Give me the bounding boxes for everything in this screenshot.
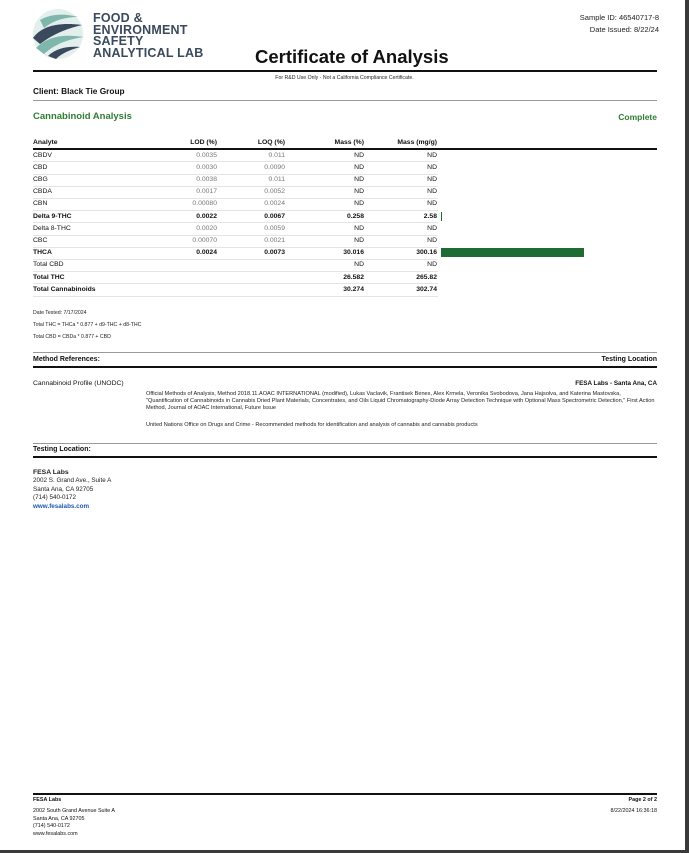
- testing-header-divider: [33, 456, 657, 458]
- cell-loq: 0.0052: [264, 188, 285, 196]
- cell-loq: 0.0090: [264, 163, 285, 171]
- footer-lab-name: FESA Labs: [33, 797, 62, 803]
- logo-line: FOOD &: [93, 11, 143, 25]
- col-header-mass-mg: Mass (mg/g): [397, 139, 437, 146]
- cell-analyte: Total THC: [33, 273, 65, 281]
- cell-analyte: THCA: [33, 249, 52, 257]
- date-tested: Date Tested: 7/17/2024: [33, 310, 87, 316]
- row-divider: [33, 198, 438, 199]
- status-badge: Complete: [618, 112, 657, 122]
- row-divider: [33, 283, 438, 284]
- cell-mass-pct: ND: [354, 200, 364, 208]
- mass-bar: [441, 248, 584, 257]
- row-divider: [33, 161, 438, 162]
- mass-bar: [441, 212, 442, 221]
- cell-analyte: Total Cannabinoids: [33, 285, 96, 293]
- logo-line: ANALYTICAL LAB: [93, 45, 204, 60]
- sample-id: Sample ID: 46540717-8: [579, 13, 659, 22]
- col-header-lod: LOD (%): [190, 139, 217, 146]
- testing-location-block: [33, 469, 111, 511]
- cell-mass-mg: ND: [427, 188, 437, 196]
- page-number: Page 2 of 2: [628, 797, 657, 803]
- viewer-edge-right: [685, 0, 689, 853]
- cell-analyte: CBN: [33, 200, 48, 208]
- row-divider: [33, 296, 438, 297]
- cell-lod: 0.00070: [192, 236, 217, 244]
- footer-address-line-1: 2002 South Grand Avenue Suite A: [33, 808, 116, 815]
- row-divider: [33, 186, 438, 187]
- method-references-header: Method References:: [33, 356, 100, 363]
- methods-top-divider: [33, 352, 657, 353]
- method-profile: Cannabinoid Profile (UNODC): [33, 380, 124, 387]
- row-divider: [33, 235, 438, 236]
- row-divider: [33, 222, 438, 223]
- total-thc-formula: Total THC = THCa * 0.877 + d9-THC + d8-THC: [33, 322, 142, 328]
- cell-lod: 0.0022: [196, 212, 217, 220]
- row-divider: [33, 271, 438, 272]
- cell-analyte: CBDA: [33, 188, 52, 196]
- cell-loq: 0.011: [268, 151, 285, 159]
- footer-timestamp: 8/22/2024 16:36:18: [610, 808, 657, 815]
- footer-phone: (714) 540-0172: [33, 823, 70, 830]
- footer-address-line-2: Santa Ana, CA 92705: [33, 815, 85, 822]
- lab-website-link[interactable]: www.fesalabs.com: [33, 502, 90, 510]
- lab-address-line-1: 2002 S. Grand Ave., Suite A: [33, 477, 112, 485]
- row-divider: [33, 210, 438, 211]
- row-divider: [33, 247, 438, 248]
- cell-mass-pct: ND: [354, 224, 364, 232]
- cell-analyte: Delta 9-THC: [33, 212, 72, 220]
- fesa-logo-icon: [30, 8, 90, 60]
- method-location: FESA Labs - Santa Ana, CA: [575, 380, 657, 387]
- cell-mass-mg: 300.16: [416, 249, 437, 257]
- cell-analyte: CBC: [33, 236, 48, 244]
- lab-name: FESA Labs: [33, 469, 69, 476]
- cell-mass-pct: ND: [354, 188, 364, 196]
- cell-analyte: Delta 8-THC: [33, 224, 71, 232]
- footer-address-block: [33, 797, 115, 838]
- cell-lod: 0.00080: [192, 200, 217, 208]
- method-reference-1: Official Methods of Analysis, Method 2018.11.AOAC INTERNATIONAL (modified), Lukas Vaclavik, Frantisek Benes, Alex Krmela, Veronika Svobodova, Jana Hajsolva, and Katerina Mastovska, "Quantification of Cannabinoids in Cannabis Dried Plant Materials, Concentrates, and Oils Liquid Chromatography-Diode Array Detection Technique with Optional Mass Spectrometric Detection," First Action Method, Journal of AOAC International, Future Issue: [146, 391, 655, 412]
- col-header-mass-pct: Mass (%): [334, 139, 364, 146]
- cell-mass-pct: 26.582: [343, 273, 364, 281]
- cell-mass-pct: ND: [354, 163, 364, 171]
- cell-mass-pct: ND: [354, 261, 364, 269]
- cell-loq: 0.0059: [264, 224, 285, 232]
- section-title: Cannabinoid Analysis: [33, 111, 132, 122]
- logo-line: SAFETY: [93, 34, 144, 48]
- cell-analyte: CBD: [33, 163, 48, 171]
- cell-mass-pct: ND: [354, 175, 364, 183]
- cell-mass-mg: ND: [427, 163, 437, 171]
- cell-mass-pct: 30.016: [343, 249, 364, 257]
- logo-wordmark: [93, 13, 203, 59]
- disclaimer: For R&D Use Only - Not a California Compliance Certificate.: [275, 75, 414, 81]
- cell-mass-mg: ND: [427, 200, 437, 208]
- cell-mass-mg: ND: [427, 261, 437, 269]
- cell-mass-mg: 265.82: [416, 273, 437, 281]
- logo-line: ENVIRONMENT: [93, 22, 188, 37]
- cell-analyte: Total CBD: [33, 261, 64, 269]
- testing-location-title: Testing Location:: [33, 446, 91, 453]
- table-header-divider: [33, 148, 657, 150]
- lab-address-line-2: Santa Ana, CA 92705: [33, 485, 94, 493]
- cell-mass-mg: 302.74: [416, 285, 437, 293]
- col-header-loq: LOQ (%): [257, 139, 285, 146]
- cell-mass-mg: ND: [427, 151, 437, 159]
- footer-page-block: [611, 797, 657, 816]
- cell-mass-mg: ND: [427, 224, 437, 232]
- cell-mass-pct: ND: [354, 236, 364, 244]
- footer-website: www.fesalabs.com: [33, 830, 78, 837]
- cell-mass-pct: 0.258: [346, 212, 364, 220]
- method-reference-2: United Nations Office on Drugs and Crime - Recommended methods for identification and analysis of cannabis and cannabis products: [146, 422, 478, 428]
- col-header-analyte: Analyte: [33, 139, 58, 146]
- cell-loq: 0.0073: [264, 249, 285, 257]
- cell-loq: 0.0021: [264, 236, 285, 244]
- client-divider: [33, 100, 657, 101]
- total-cbd-formula: Total CBD = CBDa * 0.877 + CBD: [33, 334, 111, 340]
- testing-top-divider: [33, 443, 657, 444]
- cell-loq: 0.011: [268, 175, 285, 183]
- page-title: Certificate of Analysis: [255, 46, 449, 67]
- cell-mass-pct: 30.274: [343, 285, 364, 293]
- cell-loq: 0.0024: [264, 200, 285, 208]
- cell-loq: 0.0067: [264, 212, 285, 220]
- cell-lod: 0.0038: [196, 175, 217, 183]
- cell-lod: 0.0017: [196, 188, 217, 196]
- cell-mass-mg: 2.58: [423, 212, 437, 220]
- sample-meta: [580, 12, 659, 36]
- cell-mass-pct: ND: [354, 151, 364, 159]
- methods-header-divider: [33, 366, 657, 368]
- cell-analyte: CBG: [33, 175, 48, 183]
- lab-phone: (714) 540-0172: [33, 494, 77, 502]
- cell-analyte: CBDV: [33, 151, 52, 159]
- row-divider: [33, 174, 438, 175]
- cell-lod: 0.0020: [196, 224, 217, 232]
- cell-mass-mg: ND: [427, 236, 437, 244]
- date-issued: Date Issued: 8/22/24: [589, 25, 659, 34]
- cell-lod: 0.0035: [196, 151, 217, 159]
- cell-lod: 0.0030: [196, 163, 217, 171]
- cell-mass-mg: ND: [427, 175, 437, 183]
- testing-location-header: Testing Location: [601, 356, 657, 363]
- cell-lod: 0.0024: [196, 249, 217, 257]
- client-name: Client: Black Tie Group: [33, 86, 125, 96]
- row-divider: [33, 259, 438, 260]
- footer-divider: [33, 793, 657, 795]
- header-divider: [33, 70, 657, 72]
